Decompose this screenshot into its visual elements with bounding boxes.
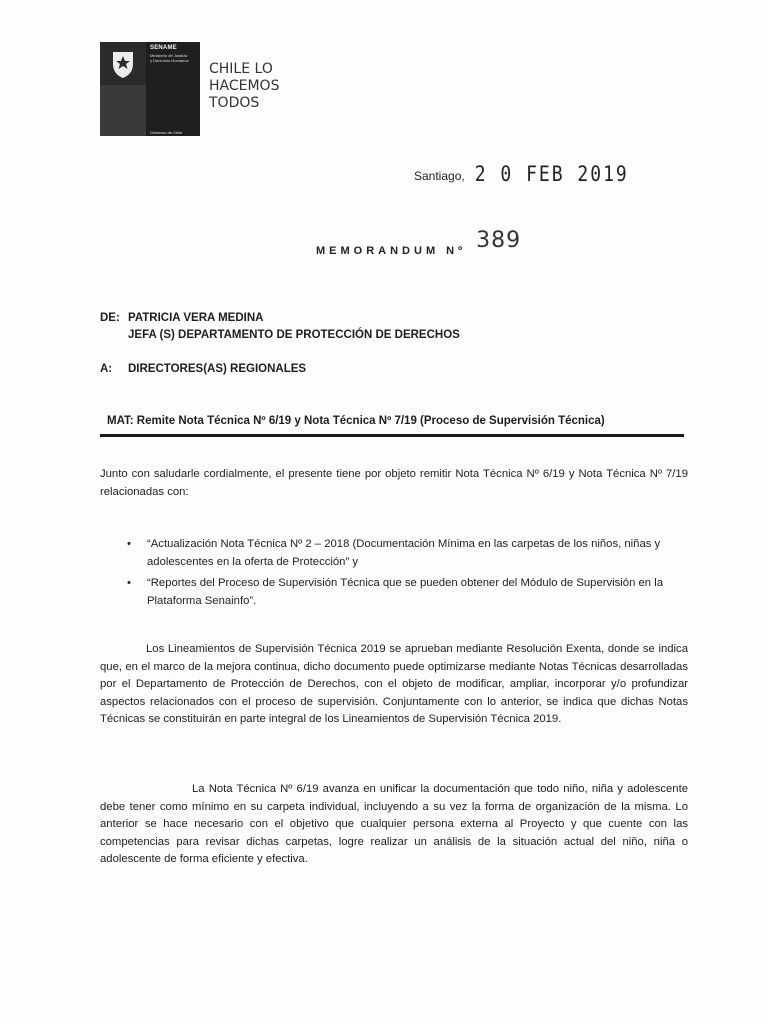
paragraph-nota-tecnica-text: La Nota Técnica Nº 6/19 avanza en unificar la documentación que todo niño, niña y adolescente debe tener como mínimo en su carpeta individual, incluyendo a su vez la forma de organización de la misma. Lo anterior se hace necesario con el objetivo que cualquier persona externa al Proyecto y que cuente con las competencias para revisar dichas carpetas, logre realizar un análisis de la situación actual del niño, niña o adolescente de forma eficiente y efectiva.: [100, 783, 688, 865]
bullet-text: “Reportes del Proceso de Supervisión Técnica que se pueden obtener del Módulo de Supervisión en la Plataforma Senainfo”.: [147, 577, 664, 607]
to-label: A:: [100, 363, 113, 375]
sename-logo: [100, 42, 200, 136]
logo-government: Gobierno de Chile: [150, 130, 183, 135]
date-line: [414, 161, 629, 188]
paragraph-nota-tecnica: [100, 781, 688, 869]
paragraph-lineamientos: [100, 641, 688, 729]
bullet-list: [127, 536, 687, 614]
paragraph-lineamientos-text: Los Lineamientos de Supervisión Técnica 2019 se aprueban mediante Resolución Exenta, donde se indica que, en el marco de la mejora continua, dicho documento puede optimizarse mediante Notas Técnicas desarrolladas por el Departamento de Protección de Derechos, con el objeto de modificar, ampliar, incorporar y/o profundizar aspectos relacionados con el proceso de supervisión. Conjuntamente con lo anterior, se indica que dichas Notas Técnicas se constituirán en parte integral de los Lineamientos de Supervisión Técnica 2019.: [100, 643, 688, 725]
logo-ministry: Ministerio de Justicia y Derechos Humanos: [150, 53, 189, 63]
subject-line: MAT: Remite Nota Técnica Nº 6/19 y Nota Técnica Nº 7/19 (Proceso de Supervisión Técnica): [107, 415, 605, 427]
to-name: DIRECTORES(AS) REGIONALES: [128, 363, 307, 375]
from-role: JEFA (S) DEPARTAMENTO DE PROTECCIÓN DE DERECHOS: [128, 329, 460, 341]
bullet-icon: •: [127, 538, 131, 550]
logo-flag-column: [100, 42, 146, 136]
bullet-icon: •: [127, 577, 131, 589]
subject-rule: [100, 434, 684, 437]
list-item: [127, 536, 687, 571]
memo-number: 389: [476, 228, 522, 253]
from-label: DE:: [100, 312, 120, 324]
slogan: CHILE LO HACEMOS TODOS: [209, 61, 280, 111]
list-item: [127, 575, 687, 610]
coat-of-arms-icon: [108, 48, 138, 80]
logo-text-panel: [146, 42, 200, 136]
bullet-text: “Actualización Nota Técnica Nº 2 – 2018 (Documentación Mínima en las carpetas de los niños, niñas y adolescentes en la oferta de Protección” y: [147, 538, 661, 568]
date-city: Santiago,: [414, 169, 465, 183]
from-name: PATRICIA VERA MEDINA: [128, 312, 264, 324]
date-stamp: 2 0 FEB 2019: [474, 161, 629, 188]
memo-heading: [316, 228, 522, 257]
intro-paragraph: Junto con saludarle cordialmente, el presente tiene por objeto remitir Nota Técnica Nº 6/19 y Nota Técnica Nº 7/19 relacionadas con:: [100, 468, 688, 498]
memo-title: MEMORANDUM Nº: [316, 245, 467, 257]
logo-org-name: SENAME: [150, 45, 177, 51]
